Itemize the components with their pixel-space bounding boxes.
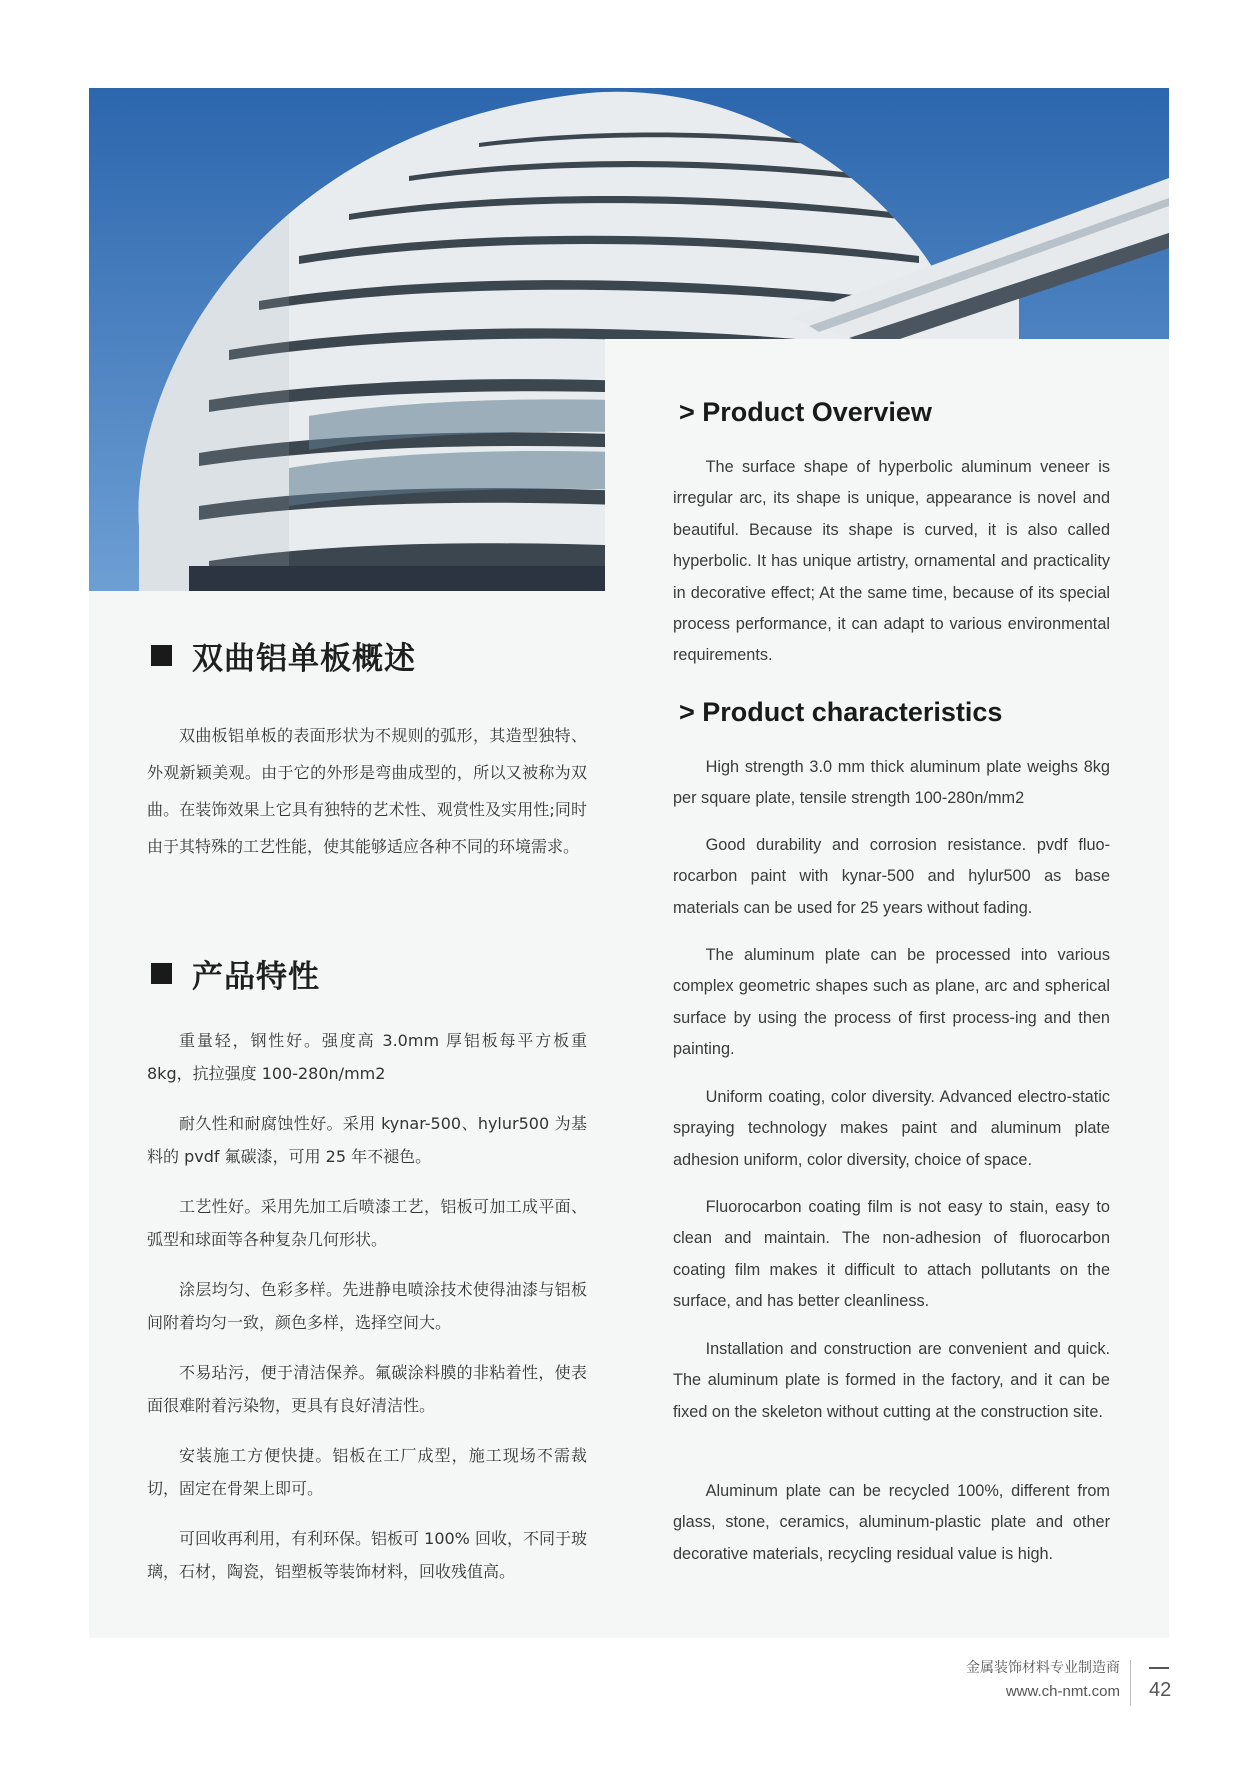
- features-heading-cn-text: 产品特性: [192, 959, 320, 995]
- square-bullet-icon: [151, 645, 172, 666]
- footer-url: www.ch-nmt.com: [1005, 1683, 1120, 1700]
- overview-text-en: The surface shape of hyperbolic aluminum veneer is irregular arc, its shape is unique, appearance is novel and beautiful. Because its shape is curved, it is also called hyperbolic. It has unique artistry, ornamental and practicality in decorative effect; At the same time, because of its special process performance, it can adapt to various environmental requirements.: [673, 458, 1110, 665]
- characteristic-item-en: High strength 3.0 mm thick aluminum plate weighs 8kg per square plate, tensile strength 100-280n/mm2: [673, 758, 1110, 808]
- feature-item-cn: 重量轻，钢性好。强度高 3.0mm 厚铝板每平方板重 8kg，抗拉强度 100-280n/mm2: [147, 1031, 587, 1083]
- overview-heading-cn: [151, 633, 611, 678]
- footer-divider: [1130, 1660, 1131, 1706]
- footer-company: 金属装饰材料专业制造商: [966, 1660, 1120, 1676]
- characteristics-heading-en: > Product characteristics: [679, 697, 1003, 727]
- feature-item-cn: 不易玷污，便于清洁保养。氟碳涂料膜的非粘着性，使表面很难附着污染物，更具有良好清洁性。: [147, 1363, 587, 1415]
- characteristic-item-en: Good durability and corrosion resistance. pvdf fluo-rocarbon paint with kynar-500 and hylur500 as base materials can be used for 25 years without fading.: [673, 836, 1110, 917]
- feature-item-cn: 涂层均匀、色彩多样。先进静电喷涂技术使得油漆与铝板间附着均匀一致，颜色多样，选择空间大。: [147, 1280, 587, 1332]
- page-number: 42: [1149, 1679, 1172, 1701]
- feature-item-cn: 工艺性好。采用先加工后喷漆工艺，铝板可加工成平面、弧型和球面等各种复杂几何形状。: [147, 1197, 587, 1249]
- overview-heading-en: > Product Overview: [679, 397, 932, 427]
- feature-item-cn: 安装施工方便快捷。铝板在工厂成型，施工现场不需裁切，固定在骨架上即可。: [147, 1446, 587, 1498]
- page-number-dash: [1149, 1667, 1169, 1669]
- feature-item-cn: 可回收再利用，有利环保。铝板可 100% 回收，不同于玻璃，石材，陶瓷，铝塑板等装饰材料，回收残值高。: [147, 1529, 587, 1581]
- characteristic-item-en: Fluorocarbon coating film is not easy to stain, easy to clean and maintain. The non-adhesion of fluorocarbon coating film makes it difficult to attach pollutants on the surface, and has better cleanliness.: [673, 1198, 1110, 1311]
- overview-heading-cn-text: 双曲铝单板概述: [192, 641, 416, 677]
- overview-text-cn: 双曲板铝单板的表面形状为不规则的弧形，其造型独特、外观新颖美观。由于它的外形是弯曲成型的，所以又被称为双曲。在装饰效果上它具有独特的艺术性、观赏性及实用性;同时由于其特殊的工艺性能，使其能够适应各种不同的环境需求。: [147, 726, 587, 856]
- characteristic-item-en: The aluminum plate can be processed into various complex geometric shapes such as plane, arc and spherical surface by using the process of first process-ing and then painting.: [673, 946, 1110, 1059]
- features-heading-cn: [151, 951, 611, 996]
- square-bullet-icon: [151, 963, 172, 984]
- characteristic-item-en: Installation and construction are convenient and quick. The aluminum plate is formed in the factory, and it can be fixed on the skeleton without cutting at the construction site.: [673, 1340, 1110, 1421]
- characteristic-item-en: Uniform coating, color diversity. Advanced electro-static spraying technology makes paint and aluminum plate adhesion uniform, color diversity, choice of space.: [673, 1088, 1110, 1169]
- feature-item-cn: 耐久性和耐腐蚀性好。采用 kynar-500、hylur500 为基料的 pvdf 氟碳漆，可用 25 年不褪色。: [147, 1114, 587, 1166]
- characteristic-item-en: Aluminum plate can be recycled 100%, different from glass, stone, ceramics, aluminum-plastic plate and other decorative materials, recycling residual value is high.: [673, 1482, 1110, 1563]
